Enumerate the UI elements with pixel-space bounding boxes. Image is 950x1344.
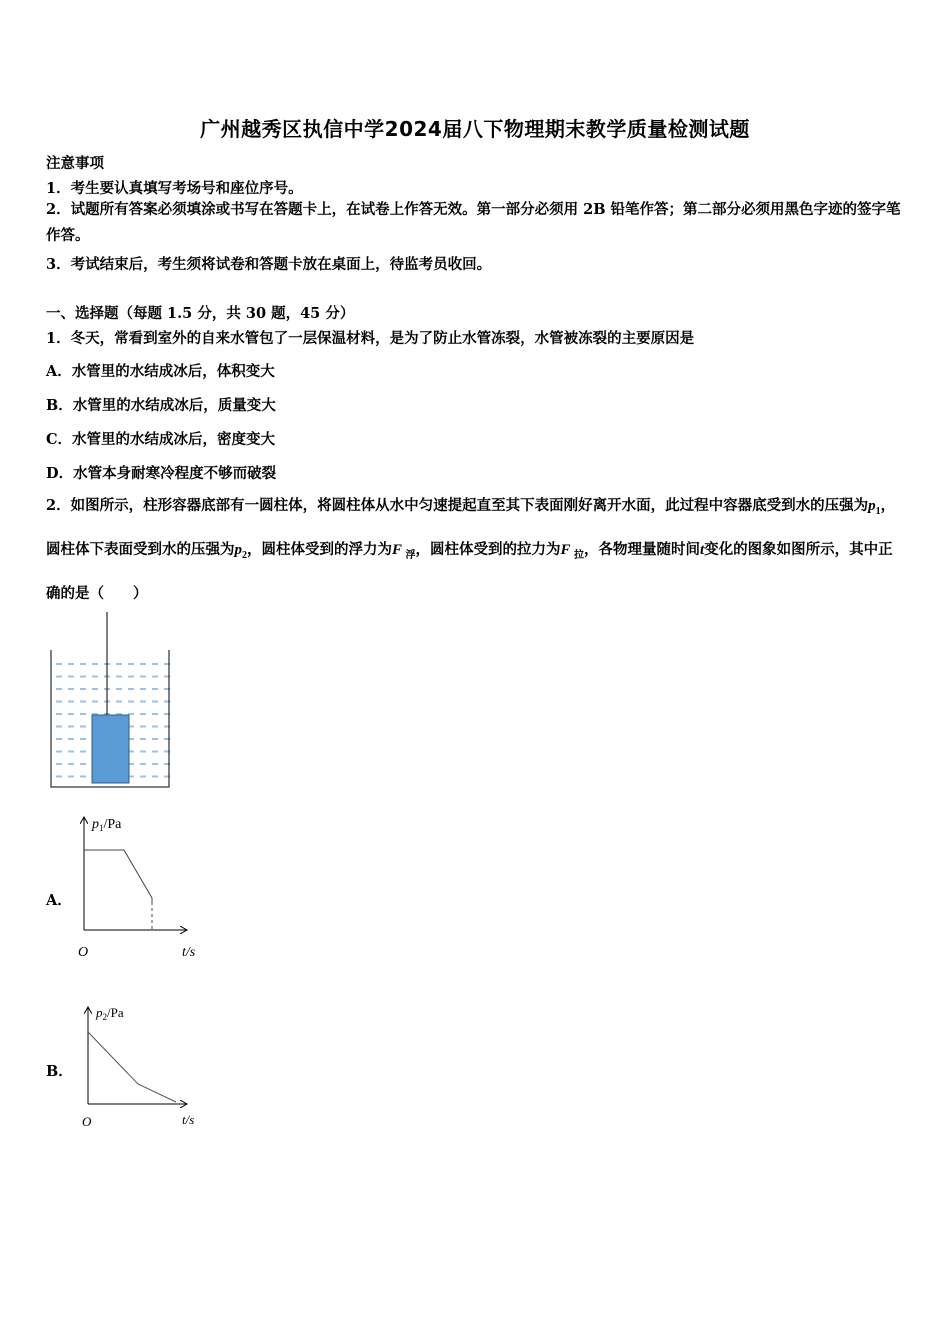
graph-a bbox=[72, 812, 207, 962]
q2-text-4: ，圆柱体受到的拉力为 bbox=[415, 541, 561, 558]
question-1-option-b: B．水管里的水结成冰后，质量变大 bbox=[46, 397, 276, 414]
notice-item-2: 2．试题所有答案必须填涂或书写在答题卡上，在试卷上作答无效。第一部分必须用 2B 铅笔作答；第二部分必须用黑色字迹的签字笔作答。 bbox=[46, 201, 901, 244]
notice-item-1: 1．考生要认真填写考场号和座位序号。 bbox=[46, 180, 303, 197]
graph-b-y-label: $p_2/Pa$ bbox=[96, 1005, 124, 1022]
q2-text-2: ，圆柱体下表面受到水的压强为 bbox=[46, 497, 896, 558]
graph-b-curve bbox=[88, 1032, 176, 1102]
container-figure bbox=[48, 612, 173, 790]
graph-b-x-label: t/s bbox=[182, 1112, 195, 1127]
graph-b-label: B． bbox=[46, 1063, 73, 1080]
question-1-stem: 1．冬天，常看到室外的自来水管包了一层保温材料，是为了防止水管冻裂，水管被冻裂的主要原因是 bbox=[46, 330, 695, 347]
q2-text-3: ，圆柱体受到的浮力为 bbox=[247, 541, 392, 558]
f-buoyancy-symbol: F $_浮$ bbox=[392, 542, 416, 561]
cylinder bbox=[92, 715, 129, 783]
p1-symbol: $p_1$ bbox=[868, 498, 881, 517]
q2-text-5: ，各物理量随时间 bbox=[583, 541, 700, 558]
graph-b-origin: O bbox=[82, 1114, 92, 1129]
p2-symbol: $p_2$ bbox=[234, 542, 247, 561]
q2-text-1: 2．如图所示，柱形容器底部有一圆柱体，将圆柱体从水中匀速提起直至其下表面刚好离开水面，此过程中容器底受到水的压强为 bbox=[46, 497, 869, 514]
t-symbol: t bbox=[699, 542, 705, 558]
notice-item-3: 3．考试结束后，考生须将试卷和答题卡放在桌面上，待监考员收回。 bbox=[46, 256, 492, 273]
question-1-option-d: D．水管本身耐寒冷程度不够而破裂 bbox=[46, 465, 277, 482]
graph-a-curve bbox=[84, 850, 152, 902]
question-1-option-c: C．水管里的水结成冰后，密度变大 bbox=[46, 431, 276, 448]
graph-a-origin: O bbox=[78, 945, 89, 960]
f-tension-symbol: F $_拉$ bbox=[560, 542, 584, 561]
graph-a-y-label: $p_1/Pa$ bbox=[92, 817, 122, 833]
graph-b bbox=[76, 1002, 211, 1134]
question-1-option-a: A．水管里的水结成冰后，体积变大 bbox=[46, 363, 275, 380]
graph-a-x-label: t/s bbox=[182, 945, 196, 960]
section-heading: 一、选择题（每题 1.5 分，共 30 题，45 分） bbox=[46, 305, 355, 322]
page-title: 广州越秀区执信中学2024届八下物理期末教学质量检测试题 bbox=[200, 117, 750, 141]
question-2-stem bbox=[46, 487, 906, 613]
notice-heading: 注意事项 bbox=[46, 155, 104, 172]
graph-a-label: A． bbox=[46, 892, 72, 909]
q2-text-6: 变化的图象如图所示，其中正确的是（ ） bbox=[46, 541, 893, 602]
